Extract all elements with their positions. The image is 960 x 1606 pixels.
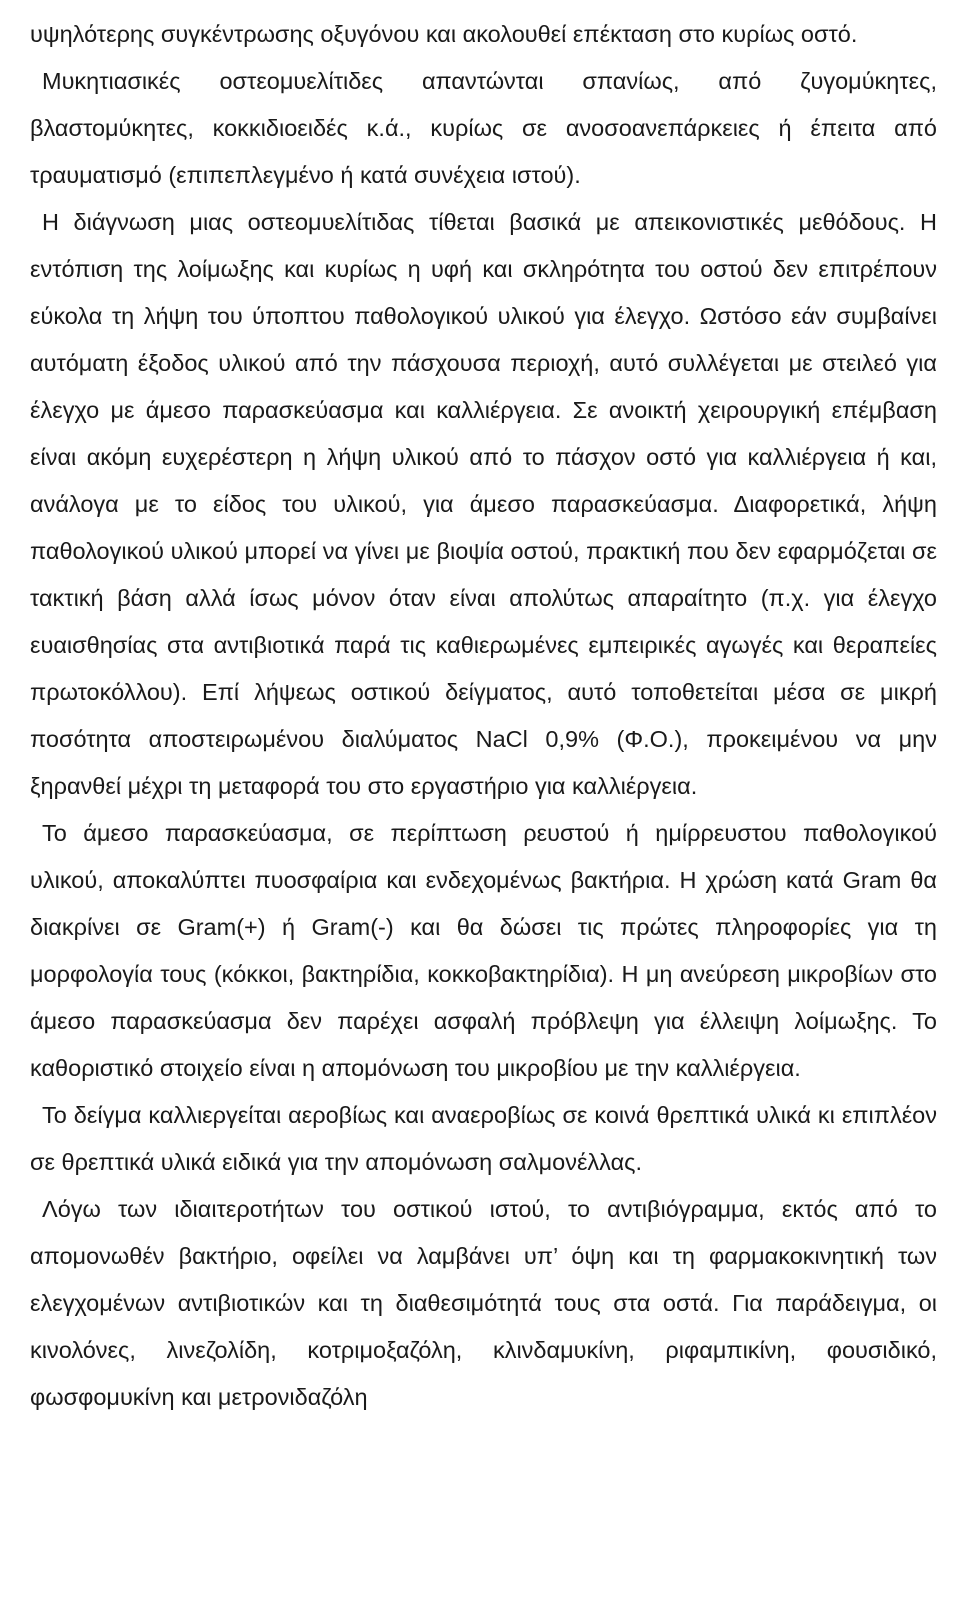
paragraph-6: Λόγω των ιδιαιτεροτήτων του οστικού ιστού, το αντιβιόγραμμα, εκτός από το απομονωθέν βακτήριο, οφείλει να λαμβάνει υπ’ όψη και τη φαρμακοκινητική των ελεγχομένων αντιβιοτικών και τη διαθεσιμότητά τους στα οστά. Για παράδειγμα, οι κινολόνες, λινεζολίδη, κοτριμοξαζόλη, κλινδαμυκίνη, ριφαμπικίνη, φουσιδικό, φωσφομυκίνη και μετρονιδαζόλη [30,1196,937,1410]
paragraph-1: υψηλότερης συγκέντρωσης οξυγόνου και ακολουθεί επέκταση στο κυρίως οστό. [30,21,858,47]
paragraph-3: Η διάγνωση μιας οστεομυελίτιδας τίθεται βασικά με απεικονιστικές μεθόδους. Η εντόπιση της λοίμωξης και κυρίως η υφή και σκληρότητα του οστού δεν επιτρέπουν εύκολα τη λήψη του ύποπτου παθολογικού υλικού για έλεγχο. Ωστόσο εάν συμβαίνει αυτόματη έξοδος υλικού από την πάσχουσα περιοχή, αυτό συλλέγεται με στειλεό για έλεγχο με άμεσο παρασκεύασμα και καλλιέργεια. Σε ανοικτή χειρουργική επέμβαση είναι ακόμη ευχερέστερη η λήψη υλικού από το πάσχον οστό για καλλιέργεια ή και, ανάλογα με το είδος του υλικού, για άμεσο παρασκεύασμα. Διαφορετικά, λήψη παθολογικού υλικού μπορεί να γίνει με βιοψία οστού, πρακτική που δεν εφαρμόζεται σε τακτική βάση αλλά ίσως μόνον όταν είναι απολύτως απαραίτητο (π.χ. για έλεγχο ευαισθησίας στα αντιβιοτικά παρά τις καθιερωμένες εμπειρικές αγωγές και θεραπείες πρωτοκόλλου). Επί λήψεως οστικού δείγματος, αυτό τοποθετείται μέσα σε μικρή ποσότητα αποστειρωμένου διαλύματος NaCl 0,9% (Φ.Ο.), προκειμένου να μην ξηρανθεί μέχρι τη μεταφορά του στο εργαστήριο για καλλιέργεια. [30,209,937,799]
paragraph-4: Το άμεσο παρασκεύασμα, σε περίπτωση ρευστού ή ημίρρευστου παθολογικού υλικού, αποκαλύπτει πυοσφαίρια και ενδεχομένως βακτήρια. Η χρώση κατά Gram θα διακρίνει σε Gram(+) ή Gram(-) και θα δώσει τις πρώτες πληροφορίες για τη μορφολογία τους (κόκκοι, βακτηρίδια, κοκκοβακτηρίδια). Η μη ανεύρεση μικροβίων στο άμεσο παρασκεύασμα δεν παρέχει ασφαλή πρόβλεψη για έλλειψη λοίμωξης. Το καθοριστικό στοιχείο είναι η απομόνωση του μικροβίου με την καλλιέργεια. [30,820,937,1081]
paragraph-5: Το δείγμα καλλιεργείται αεροβίως και αναεροβίως σε κοινά θρεπτικά υλικά κι επιπλέον σε θρεπτικά υλικά ειδικά για την απομόνωση σαλμονέλλας. [30,1102,937,1175]
paragraph-2: Μυκητιασικές οστεομυελίτιδες απαντώνται σπανίως, από ζυγομύκητες, βλαστομύκητες, κοκκιδιοειδές κ.ά., κυρίως σε ανοσοανεπάρκειες ή έπειτα από τραυματισμό (επιπεπλεγμένο ή κατά συνέχεια ιστού). [30,68,937,188]
